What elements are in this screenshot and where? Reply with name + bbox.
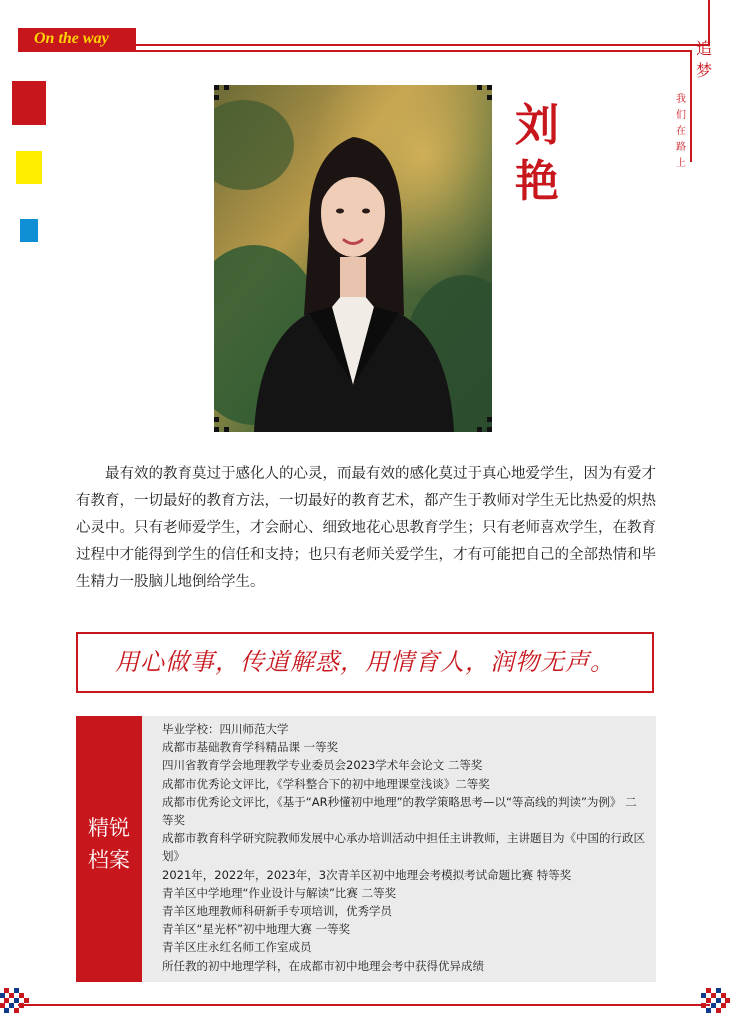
slogan: 用心做事，传道解惑，用情育人，润物无声。 — [115, 648, 615, 676]
award-item: 毕业学校：四川师范大学 — [162, 722, 289, 736]
red-block — [12, 81, 46, 125]
vertical-title-char: 梦 — [695, 61, 712, 80]
corner-pixel — [224, 427, 229, 432]
corner-pixel — [224, 85, 229, 90]
yellow-block — [16, 151, 42, 184]
corner-pixel — [487, 95, 492, 100]
award-item: 四川省教育学会地理教学专业委员会2023学术年会论文 二等奖 — [162, 758, 483, 773]
vertical-subtitle-char: 们 — [676, 110, 686, 121]
corner-pixel — [477, 427, 482, 432]
header-line-bottom — [18, 50, 690, 52]
corner-pixel — [487, 427, 492, 432]
footer-pixel-ornament-right — [698, 988, 730, 1014]
award-item: 青羊区中学地理“作业设计与解读”比赛 二等奖 — [162, 885, 397, 900]
award-item: 成都市优秀论文评比，《学科整合下的初中地理课堂浅谈》二等奖 — [162, 776, 490, 791]
vertical-subtitle-char: 路 — [676, 142, 686, 153]
award-item: 所任教的初中地理学科，在成都市初中地理会考中获得优异成绩 — [162, 958, 484, 973]
awards-label-line: 精锐 — [88, 816, 130, 840]
name-char: 艳 — [515, 156, 559, 207]
awards-label-line: 档案 — [88, 848, 130, 872]
award-item: 成都市教育科学研究院教师发展中心承办培训活动中担任主讲教师，主讲题目为《中国的行政区划》 — [162, 831, 645, 864]
award-item: 成都市优秀论文评比，《基于“AR秒懂初中地理”的教学策略思考—以“等高线的判读”为例》 二等奖 — [162, 794, 637, 828]
footer-line — [18, 1004, 710, 1006]
vertical-title — [693, 38, 715, 82]
footer-pixel-ornament-left — [0, 988, 32, 1014]
teacher-name — [512, 98, 562, 210]
corner-pixel — [214, 95, 219, 100]
awards-list — [142, 716, 656, 975]
portrait-photo — [214, 85, 492, 432]
vertical-subtitle-char: 上 — [676, 158, 686, 169]
corner-pixel — [487, 85, 492, 90]
awards-panel — [142, 716, 656, 982]
corner-pixel — [214, 417, 219, 422]
corner-pixel — [214, 427, 219, 432]
header-vertical-line — [690, 50, 692, 162]
award-item: 青羊区“星光杯”初中地理大赛 一等奖 — [162, 922, 351, 937]
awards-label — [76, 812, 142, 876]
award-item: 青羊区庄永红名师工作室成员 — [162, 940, 312, 955]
vertical-subtitle-char: 我 — [676, 94, 686, 105]
award-item: 2021年，2022年，2023年，3次青羊区初中地理会考模拟考试命题比赛 特等奖 — [162, 867, 572, 882]
vertical-title-char: 追 — [695, 39, 712, 58]
intro-paragraph: 最有效的教育莫过于感化人的心灵，而最有效的感化莫过于真心地爱学生，因为有爱才有教育，一切最好的教育方法，一切最好的教育艺术，都产生于教师对学生无比热爱的炽热心灵中。只有老师爱学生，才会耐心、细致地花心思教育学生；只有老师喜欢学生，在教育过程中才能得到学生的信任和支持；也只有老师关爱学生，才有可能把自己的全部热情和毕生精力一股脑儿地倒给学生。 — [76, 466, 656, 590]
corner-pixel — [477, 85, 482, 90]
vertical-subtitle-char: 在 — [676, 126, 686, 137]
header-tag: On the way — [34, 30, 109, 47]
name-char: 刘 — [515, 100, 559, 151]
blue-block — [20, 219, 38, 242]
award-item: 成都市基础教育学科精品课 一等奖 — [162, 740, 339, 755]
header-line-top — [136, 44, 708, 46]
portrait-illustration — [214, 85, 492, 432]
corner-pixel — [487, 417, 492, 422]
award-item: 青羊区地理教师科研新手专项培训，优秀学员 — [162, 904, 392, 919]
corner-pixel — [214, 85, 219, 90]
vertical-subtitle — [674, 92, 688, 172]
